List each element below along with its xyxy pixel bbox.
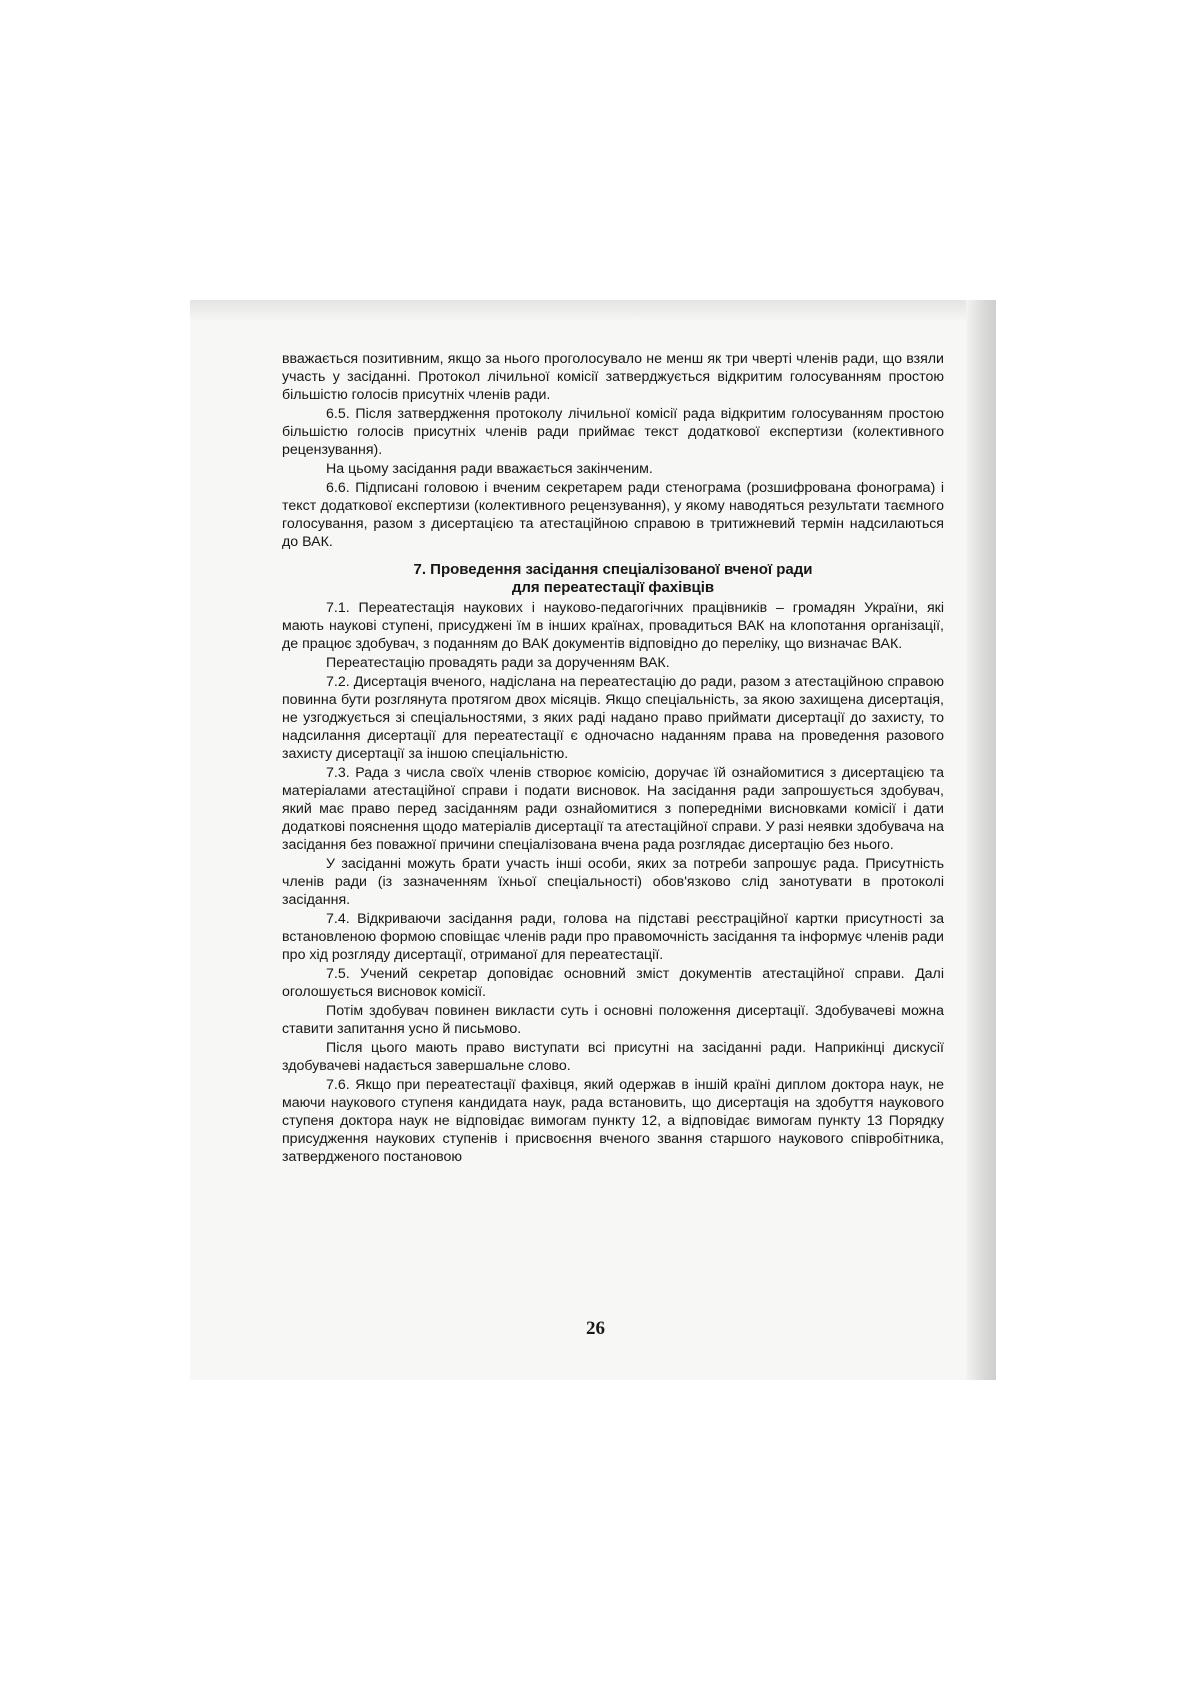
paragraph: 6.5. Після затвердження протоколу лічильної комісії рада відкритим голосуванням простою більшістю голосів присутніх членів ради приймає текст додаткової експертизи (колективного рецензування).: [282, 406, 944, 458]
paragraph: 7.5. Учений секретар доповідає основний зміст документів атестаційної справи. Далі оголошується висновок комісії.: [282, 966, 944, 1000]
section-title-line-2: для переатестації фахівців: [511, 579, 715, 596]
scan-edge-shadow-right: [966, 300, 996, 1380]
paragraph: Потім здобувач повинен викласти суть і основні положення дисертації. Здобувачеві можна ставити запитання усно й письмово.: [282, 1003, 944, 1037]
document-body: [282, 350, 944, 1167]
paragraph: 7.1. Переатестація наукових і науково-педагогічних працівників – громадян України, які мають наукові ступені, присуджені їм в інших країнах, провадиться ВАК на клопотання організації, де працює здобувач, з поданням до ВАК документів відповідно до переліку, що визначає ВАК.: [282, 600, 944, 652]
paragraph: вважається позитивним, якщо за нього проголосувало не менш як три чверті членів ради, що взяли участь у засіданні. Протокол лічильної комісії затверджується відкритим голосуванням простою більшістю голосів присутніх членів ради.: [282, 351, 944, 403]
paragraph: Переатестацію провадять ради за дорученням ВАК.: [326, 655, 670, 671]
paragraph: 7.6. Якщо при переатестації фахівця, який одержав в іншій країні диплом доктора наук, не маючи наукового ступеня кандидата наук, рада встановить, що дисертація на здобуття наукового ступеня доктора наук не відповідає вимогам пункту 12, а відповідає вимогам пункту 13 Порядку присудження наукових ступенів і присвоєння вченого звання старшого наукового співробітника, затвердженого постановою: [282, 1077, 944, 1165]
page-number: 26: [586, 1318, 605, 1339]
paragraph: У засіданні можуть брати участь інші особи, яких за потреби запрошує рада. Присутність членів ради (із зазначенням їхньої спеціальності) обов'язково слід занотувати в протоколі засідання.: [282, 856, 944, 908]
paragraph: На цьому засідання ради вважається закінченим.: [326, 461, 653, 477]
section-title: [282, 561, 944, 597]
paragraphs-before: [282, 350, 944, 551]
paragraph: 7.3. Рада з числа своїх членів створює комісію, доручає їй ознайомитися з дисертацією та матеріалами атестаційної справи і подати висновок. На засідання ради запрошується здобувач, який має право перед засіданням ради ознайомитися з попередніми висновками комісії і дати додаткові пояснення щодо матеріалів дисертації та атестаційної справи. У разі неявки здобувача на засідання без поважної причини спеціалізована вчена рада розглядає дисертацію без нього.: [282, 765, 944, 853]
paragraphs-after: [282, 599, 944, 1166]
paragraph: 6.6. Підписані головою і вченим секретарем ради стенограма (розшифрована фонограма) і текст додаткової експертизи (колективного рецензування), у якому наводяться результати таємного голосування, разом з дисертацією та атестаційною справою в тритижневий термін надсилаються до ВАК.: [282, 480, 944, 550]
section-title-line-1: 7. Проведення засідання спеціалізованої вченої ради: [413, 561, 813, 578]
scan-edge-shadow-top: [190, 300, 996, 322]
paragraph: Після цього мають право виступати всі присутні на засіданні ради. Наприкінці дискусії здобувачеві надається завершальне слово.: [282, 1040, 944, 1074]
paragraph: 7.2. Дисертація вченого, надіслана на переатестацію до ради, разом з атестаційною справою повинна бути розглянута протягом двох місяців. Якщо спеціальність, за якою захищена дисертація, не узгоджується зі спеціальностями, з яких раді надано право приймати дисертації до захисту, то надсилання дисертації для переатестації є одночасно наданням права на проведення разового захисту дисертації за іншою спеціальністю.: [282, 674, 944, 762]
paragraph: 7.4. Відкриваючи засідання ради, голова на підставі реєстраційної картки присутності за встановленою формою сповіщає членів ради про правомочність засідання та інформує членів ради про хід розгляду дисертації, отриманої для переатестації.: [282, 911, 944, 963]
